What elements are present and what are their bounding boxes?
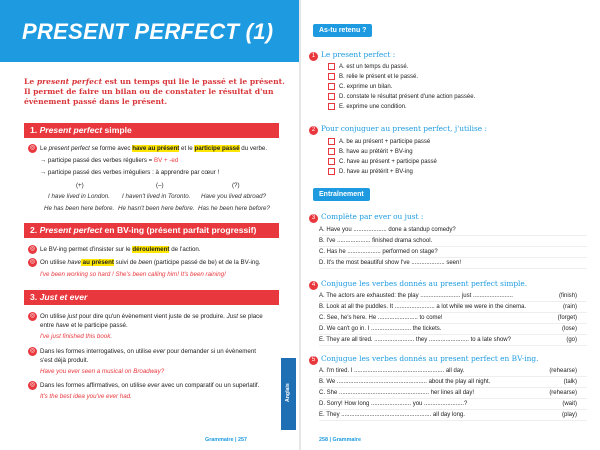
exercise-text: A. The actors are exhausted: the play ........................ just ........................ [319, 293, 513, 299]
question-number: 5 [309, 356, 318, 365]
checkbox-icon[interactable] [328, 168, 335, 175]
example-cell: Have you lived abroad? [201, 193, 267, 200]
text: Dans les formes affirmatives, on utilise [40, 382, 148, 389]
term: been [138, 259, 153, 266]
verb-hint: (wait) [562, 401, 577, 407]
option-label: C. exprime un bilan. [339, 84, 393, 91]
question-text: Complète par ever ou just : [321, 212, 424, 221]
intro-text: Le [24, 77, 37, 86]
text: On utilise [40, 313, 68, 320]
section-title: Present perfect [39, 125, 103, 135]
verb-hint: (forget) [557, 315, 577, 321]
exercise-row [319, 377, 587, 388]
rule-text: s'est déjà produit. [40, 357, 89, 364]
bullet-icon: ◎ [29, 348, 36, 354]
option-label: A. est un temps du passé. [339, 64, 409, 71]
exercise-text: E. They ...................................................... all day long. [319, 412, 465, 418]
checkbox-icon[interactable] [328, 138, 335, 145]
verb-hint: (play) [561, 412, 577, 418]
col-head-question: (?) [232, 182, 240, 189]
checkbox-option[interactable] [328, 158, 437, 165]
exercise-row [319, 258, 587, 269]
term: just [67, 313, 78, 320]
text: pour dire qu'un évènement vient juste de se produire. [77, 313, 227, 320]
exercise-text: C. See, he's here. He ........................ to come! [319, 315, 443, 321]
question-number: 2 [309, 126, 318, 135]
section-heading-entrainement: Entraînement [313, 188, 370, 201]
page-gutter [299, 0, 301, 450]
exercise-text: B. I've .................... finished drama school. [319, 238, 433, 244]
exercise-row [319, 236, 587, 247]
formula: BV + -ed [154, 157, 179, 164]
example-line: Have you ever seen a musical on Broadway? [40, 368, 165, 375]
text: (participe passé de be) et de la BV-ing. [152, 259, 261, 266]
exercise-text: A. I'm tired. I ...................................................... all day. [319, 368, 465, 374]
question-text: Conjugue les verbes donnés au present perfect simple. [321, 279, 528, 288]
question-text: Le present perfect : [321, 50, 396, 59]
option-label: E. exprime une condition. [339, 104, 407, 111]
term: have [67, 259, 81, 266]
term: ever [147, 382, 160, 389]
example-line: It's the best idea you've ever had. [40, 393, 132, 400]
text: Dans les formes interrogatives, on utilise [40, 348, 154, 355]
checkbox-option[interactable] [328, 63, 408, 70]
exercise-row [319, 247, 587, 258]
option-label: C. have au présent + participe passé [339, 159, 437, 166]
rule-text [40, 313, 263, 321]
col-head-negative: (–) [156, 182, 164, 189]
verb-hint: (finish) [558, 293, 577, 299]
exercise-text: E. They are all tired. ........................ they ........................ to a late show? [319, 337, 511, 343]
exercise-text: C. She ...................................................... her lines all day! [319, 390, 475, 396]
text: pour demander si un évènement [165, 348, 257, 355]
right-page [303, 0, 600, 450]
text: suivi de [113, 259, 139, 266]
exercise-row [319, 302, 587, 313]
exercise-row [319, 410, 587, 421]
checkbox-option[interactable] [328, 148, 413, 155]
rule-text [40, 259, 261, 267]
option-label: B. have au prétérit + BV-ing [339, 149, 413, 156]
option-label: A. be au présent + participe passé [339, 139, 431, 146]
rule-text [40, 382, 259, 390]
example-cell: I haven't lived in Toronto. [122, 193, 191, 200]
question-number: 3 [309, 214, 318, 223]
highlight: participe passé [194, 145, 240, 152]
intro-term: present perfect [36, 77, 103, 86]
verb-hint: (rehearse) [549, 390, 577, 396]
irregular-verbs-line: → participe passé des verbes irréguliers : à apprendre par cœur ! [40, 169, 220, 176]
exercise-row [319, 324, 587, 335]
question-5 [309, 354, 538, 365]
page-title: PRESENT PERFECT (1) [22, 19, 274, 44]
verb-hint: (talk) [563, 379, 577, 385]
section-suffix: en BV-ing (présent parfait progressif) [104, 225, 257, 235]
section-heading-retenu: As-tu retenu ? [313, 24, 372, 37]
text: se place [237, 313, 263, 320]
exercise-row [319, 388, 587, 399]
bullet-icon: ◎ [29, 382, 36, 388]
question-text: Conjugue les verbes donnés au present perfect en BV-ing. [321, 354, 539, 363]
term: Just [226, 313, 238, 320]
checkbox-icon[interactable] [328, 63, 335, 70]
checkbox-icon[interactable] [328, 93, 335, 100]
exercise-text: D. We can't go in. I ........................ the tickets. [319, 326, 442, 332]
text: du verbe. [239, 145, 268, 152]
question-3 [309, 212, 423, 223]
exercise-row [319, 291, 587, 302]
text: entre [40, 322, 56, 329]
option-label: D. have au prétérit + BV-ing [339, 169, 413, 176]
section-number: 1. [30, 125, 38, 135]
question-1 [309, 50, 395, 61]
exercise-text: D. Sorry! How long ........................ you ........................? [319, 401, 468, 407]
exercise-text: D. It's the most beautiful show I've .................... seen! [319, 260, 462, 266]
section-title: Just et ever [39, 292, 88, 302]
bullet-icon: ◎ [29, 313, 36, 319]
verb-hint: (lose) [561, 326, 577, 332]
example-line: I've been working so hard ! She's been calling him! It's been raining! [40, 271, 226, 278]
text: → participe passé des verbes réguliers = [40, 157, 155, 164]
exercise-text: A. Have you .................... done a standup comedy? [319, 227, 456, 233]
text: On utilise [40, 259, 68, 266]
exercise-row [319, 335, 587, 346]
question-2 [309, 124, 487, 135]
example-cell: Has he been here before? [198, 205, 270, 212]
example-cell: I have lived in London. [48, 193, 110, 200]
exercise-row [319, 313, 587, 324]
text: avec un comparatif ou un superlatif. [159, 382, 260, 389]
checkbox-option[interactable] [328, 168, 413, 175]
section-suffix: simple [104, 125, 132, 135]
intro-text: est un temps qui lie le passé et le présent. Il permet de faire un bilan ou de constater le résultat d'un évènement passé dans le présent. [24, 77, 285, 106]
verb-hint: (rain) [562, 304, 577, 310]
exercise-row [319, 225, 587, 236]
rule-text [40, 145, 267, 153]
col-head-positive: (+) [76, 182, 84, 189]
page-footer: 258 | Grammaire [319, 437, 361, 443]
checkbox-option[interactable] [328, 138, 430, 145]
term: ever [153, 348, 166, 355]
checkbox-icon[interactable] [328, 158, 335, 165]
exercise-row [319, 399, 587, 410]
highlight: déroulement [132, 246, 170, 253]
checkbox-option[interactable] [328, 73, 418, 80]
checkbox-icon[interactable] [328, 103, 335, 110]
checkbox-option[interactable] [328, 103, 407, 110]
text: de l'action. [169, 246, 201, 253]
exercise-text: C. Has he .................... performed on stage? [319, 249, 438, 255]
checkbox-icon[interactable] [328, 148, 335, 155]
example-cell: He hasn't been here before. [118, 205, 195, 212]
text: et le [179, 145, 195, 152]
section-number: 2. [30, 225, 38, 235]
regular-verbs-line [40, 157, 178, 165]
highlight: au présent [80, 259, 114, 266]
question-number: 1 [309, 52, 318, 61]
section-title: Present perfect [39, 225, 103, 235]
section-3-heading [24, 290, 279, 305]
intro-paragraph [24, 77, 288, 107]
checkbox-icon[interactable] [328, 73, 335, 80]
exercise-text: B. Look at all the puddles. It ........................ a lot while we were in the cinema. [319, 304, 527, 310]
exercise-row [319, 366, 587, 377]
section-number: 3. [30, 292, 38, 302]
question-number: 4 [309, 281, 318, 290]
rule-text [40, 348, 256, 356]
text: Le [40, 145, 49, 152]
term: present perfect [48, 145, 90, 152]
side-tab-label: Anglais [285, 383, 291, 402]
question-4 [309, 279, 527, 290]
highlight: have au présent [132, 145, 180, 152]
option-label: B. relie le présent et le passé. [339, 74, 419, 81]
bullet-icon: ◎ [29, 246, 36, 252]
section-2-heading [24, 223, 279, 238]
checkbox-option[interactable] [328, 93, 475, 100]
text: se forme avec [89, 145, 133, 152]
rule-text [40, 322, 128, 330]
text: Le BV-ing permet d'insister sur le [40, 246, 133, 253]
page-footer: Grammaire | 257 [205, 437, 247, 443]
side-tab [281, 358, 296, 430]
section-1-heading [24, 123, 279, 138]
checkbox-option[interactable] [328, 83, 392, 90]
text: et le participe passé. [69, 322, 128, 329]
option-label: D. constate le résultat présent d'une action passée. [339, 94, 476, 101]
bullet-icon: ◎ [29, 145, 36, 151]
rule-text [40, 246, 201, 254]
example-cell: He has been here before. [44, 205, 115, 212]
question-text: Pour conjuguer au present perfect, j'utilise : [321, 124, 488, 133]
verb-hint: (rehearse) [549, 368, 577, 374]
bullet-icon: ◎ [29, 259, 36, 265]
checkbox-icon[interactable] [328, 83, 335, 90]
exercise-text: B. We ...................................................... about the play all night. [319, 379, 491, 385]
term: have [55, 322, 70, 329]
verb-hint: (go) [566, 337, 577, 343]
title-banner [0, 0, 300, 62]
example-line: I've just finished this book. [40, 333, 113, 340]
